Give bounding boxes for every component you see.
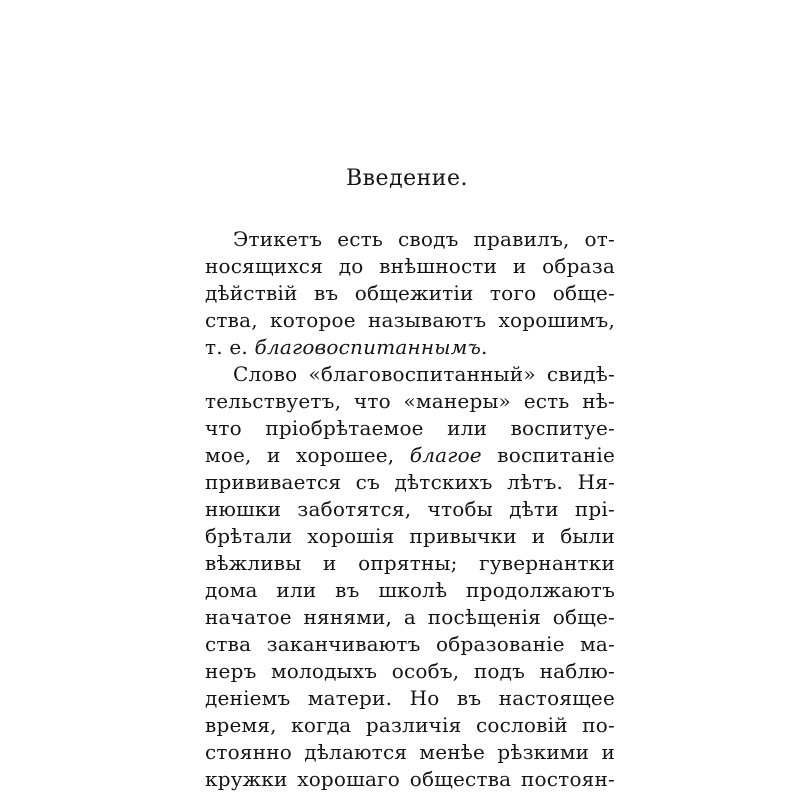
text-line: дѣйствій въ общежитіи того обще-: [205, 281, 615, 305]
text-line: вѣжливы и опрятны; гувернантки: [205, 551, 615, 575]
text-line: Слово «благовоспитанный» свидѣ-: [233, 362, 615, 386]
text-line: что пріобрѣтаемое или воспитуе-: [205, 416, 615, 440]
text-line: деніемъ матери. Но въ настоящее: [205, 686, 615, 710]
italic-text: благое: [409, 443, 482, 467]
text-line: неръ молодыхъ особъ, подъ наблю-: [205, 659, 615, 683]
text-fragment: т. е.: [205, 335, 248, 359]
text-line: прививается съ дѣтскихъ лѣтъ. Ня-: [205, 470, 615, 494]
text-line: ства, которое называютъ хорошимъ,: [205, 308, 615, 332]
text-line: [205, 334, 615, 361]
text-line: брѣтали хорошія привычки и были: [205, 524, 615, 548]
text-line: стоянно дѣлаются менѣе рѣзкими и: [205, 740, 615, 764]
text-fragment: мое, и хорошее,: [205, 443, 395, 467]
text-fragment: воспитаніе: [497, 443, 616, 467]
text-line: [205, 442, 615, 469]
text-line: начатое нянями, а посѣщенія обще-: [205, 605, 615, 629]
italic-text: благовоспитаннымъ.: [254, 335, 488, 359]
body-text: [205, 226, 615, 793]
text-line: тельствуетъ, что «манеры» есть нѣ-: [205, 389, 615, 413]
text-line: ства заканчиваютъ образованіе ма-: [205, 632, 615, 656]
text-line: Этикетъ есть сводъ правилъ, от-: [233, 227, 615, 251]
text-line: дома или въ школѣ продолжаютъ: [205, 578, 615, 602]
text-line: время, когда различія сословій по-: [205, 713, 615, 737]
text-line: носящихся до внѣшности и образа: [205, 254, 615, 278]
text-line: нюшки заботятся, чтобы дѣти прі-: [205, 497, 615, 521]
section-heading: Введение.: [346, 166, 468, 191]
text-line: кружки хорошаго общества постоян-: [205, 767, 615, 791]
